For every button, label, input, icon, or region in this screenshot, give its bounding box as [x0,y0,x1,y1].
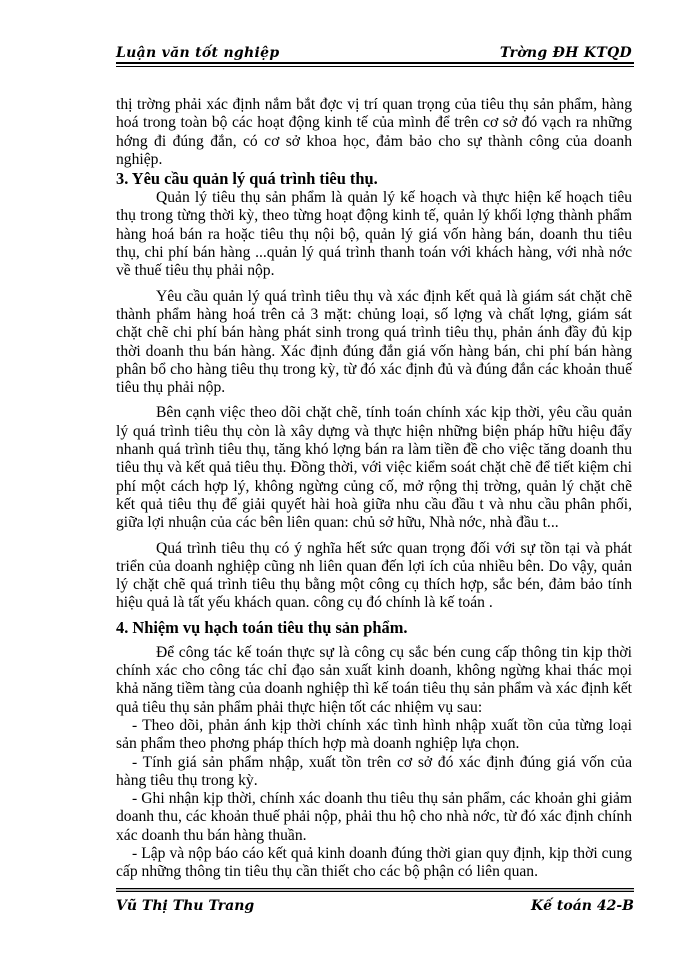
page-body [116,96,632,882]
footer-class: Kế toán 42-B [530,898,634,914]
paragraph: Để công tác kế toán thực sự là công cụ sắc bén cung cấp thông tin kịp thời chính xác cho công tác chỉ đạo sản xuất kinh doanh, không ngừng khai thác mọi khả năng tiềm tàng của doanh nghiệp thì kế toán tiêu thụ sản phẩm và xác định kết quả tiêu thụ sản phẩm phải thực hiện tốt các nhiệm vụ sau: [116,643,632,716]
list-item: - Ghi nhận kịp thời, chính xác doanh thu tiêu thụ sản phẩm, các khoản ghi giảm doanh thu, các khoản thuế phải nộp, phải thu hộ cho nhà nớc, từ đó xác định chính xác doanh thu bán hàng thuần. [116,790,632,844]
paragraph: Yêu cầu quản lý quá trình tiêu thụ và xác định kết quả là giám sát chặt chẽ thành phẩm hàng hoá trên cả 3 mặt: chủng loại, số lợng và chất lợng, giám sát chặt chẽ chi phí bán hàng phát sinh trong quá trình tiêu thụ, phản ánh đầy đủ kịp thời doanh thu bán hàng. Xác định đúng đắn giá vốn hàng bán, chi phí bán hàng phân bổ cho hàng tiêu thụ trong kỳ, từ đó xác định đủ và đúng đắn các khoản thuế tiêu thụ phải nộp. [116,287,632,397]
header-university: Trờng ĐH KTQD [499,45,632,61]
paragraph: Quản lý tiêu thụ sản phẩm là quản lý kế hoạch và thực hiện kế hoạch tiêu thụ trong từng thời kỳ, theo từng hoạt động kinh tế, quản lý khối lợng thành phẩm hàng hoá bán ra hoặc tiêu thụ nội bộ, quản lý giá vốn hàng bán, doanh thu tiêu thụ, chi phí bán hàng ...quản lý quá trình thanh toán với khách hàng, với nhà nớc về thuế tiêu thụ phải nộp. [116,189,632,280]
page-header [116,44,632,62]
list-item: - Tính giá sản phẩm nhập, xuất tồn trên cơ sở đó xác định đúng giá vốn của hàng tiêu thụ trong kỳ. [116,753,632,789]
paragraph: Quá trình tiêu thụ có ý nghĩa hết sức quan trọng đối với sự tồn tại và phát triển của doanh nghiệp cũng nh liên quan đến lợi ích của nhiều bên. Do vậy, quản lý chặt chẽ quá trình tiêu thụ bằng một công cụ thích hợp, sắc bén, đảm bảo tính hiệu quả là tất yếu khách quan. công cụ đó chính là kế toán . [116,539,632,612]
footer-divider [116,888,634,892]
page-footer [116,897,634,915]
paragraph-continuation: thị trờng phải xác định nắm bắt đợc vị trí quan trọng của tiêu thụ sản phẩm, hàng hoá trong toàn bộ các hoạt động kinh tế của mình để trên cơ sở đó vạch ra những hớng đi đúng đắn, có cơ sở khoa học, đảm bảo cho sự thành công của doanh nghiệp. [116,96,632,168]
list-item: - Lập và nộp báo cáo kết quả kinh doanh đúng thời gian quy định, kịp thời cung cấp những thông tin tiêu thụ cần thiết cho các bộ phận có liên quan. [116,844,632,881]
paragraph: Bên cạnh việc theo dõi chặt chẽ, tính toán chính xác kịp thời, yêu cầu quản lý quá trình tiêu thụ còn là xây dựng và thực hiện những biện pháp hữu hiệu đẩy nhanh quá trình tiêu thụ, tăng khó lợng bán ra làm tiền đề cho việc tăng doanh thu tiêu thụ và kết quả tiêu thụ. Đồng thời, với việc kiểm soát chặt chẽ để tiết kiệm chi phí một cách hợp lý, không ngừng củng cố, mở rộng thị trờng, quản lý chặt chẽ kết quả tiêu thụ để giải quyết hài hoà giữa nhu cầu đầu t và nhu cầu phân phối, giữa lợi nhuận của các bên liên quan: chủ sở hữu, Nhà nớc, nhà đầu t... [116,404,632,532]
header-divider [116,62,634,67]
header-thesis-title: Luận văn tốt nghiệp [116,45,280,61]
list-item: - Theo dõi, phản ánh kịp thời chính xác tình hình nhập xuất tồn của từng loại sản phẩm theo phơng pháp thích hợp mà doanh nghiệp lựa chọn. [116,716,632,753]
section-heading-4: 4. Nhiệm vụ hạch toán tiêu thụ sản phẩm. [116,617,408,637]
footer-author: Vũ Thị Thu Trang [116,898,255,914]
section-heading-3: 3. Yêu cầu quản lý quá trình tiêu thụ. [116,169,378,189]
